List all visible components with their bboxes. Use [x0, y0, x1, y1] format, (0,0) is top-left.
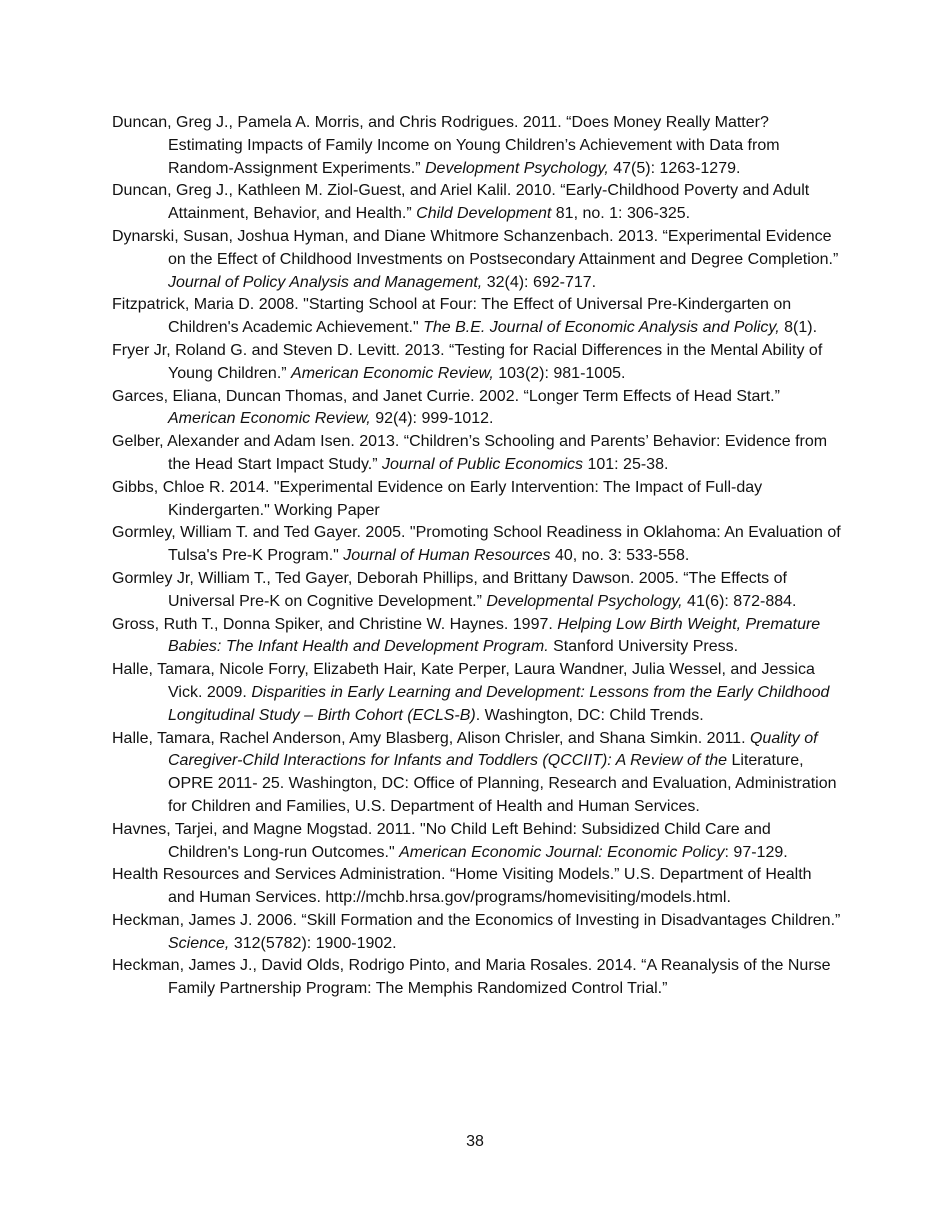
reference-entry: [112, 112, 842, 180]
reference-source: Science,: [168, 934, 230, 952]
reference-details: 32(4): 692-717.: [482, 273, 597, 291]
reference-text: Duncan, Greg J., Kathleen M. Ziol-Guest, and Ariel Kalil. 2010. “Early-Childhood Poverty and Adult Attainment, Behavior, and Health.”: [112, 182, 810, 223]
reference-text: Havnes, Tarjei, and Magne Mogstad. 2011. "No Child Left Behind: Subsidized Child Care and Children's Long-run Outcomes.": [112, 820, 771, 861]
reference-text: Heckman, James J., David Olds, Rodrigo Pinto, and Maria Rosales. 2014. “A Reanalysis of the Nurse Family Partnership Program: The Memphis Randomized Control Trial.”: [112, 957, 831, 998]
reference-source: American Economic Review,: [291, 364, 494, 382]
reference-details: 47(5): 1263-1279.: [608, 159, 741, 177]
reference-details: 101: 25-38.: [583, 455, 669, 473]
reference-source: Disparities in Early Learning and Development: Lessons from the Early Childhood Longitudinal Study – Birth Cohort (ECLS-B): [168, 683, 830, 724]
reference-details: 312(5782): 1900-1902.: [229, 934, 397, 952]
reference-entry: [112, 294, 842, 340]
reference-text: Dynarski, Susan, Joshua Hyman, and Diane Whitmore Schanzenbach. 2013. “Experimental Evidence on the Effect of Childhood Investments on Postsecondary Attainment and Degree Completion.”: [112, 227, 839, 268]
reference-details: 8(1).: [779, 319, 818, 337]
reference-entry: [112, 819, 842, 865]
reference-details: Stanford University Press.: [548, 638, 739, 656]
reference-entry: [112, 477, 842, 523]
reference-source: Journal of Public Economics: [382, 455, 584, 473]
reference-text: Gross, Ruth T., Donna Spiker, and Christine W. Haynes. 1997.: [112, 615, 558, 633]
reference-text: Gormley Jr, William T., Ted Gayer, Deborah Phillips, and Brittany Dawson. 2005. “The Effects of Universal Pre-K on Cognitive Development.”: [112, 569, 787, 610]
reference-text: Halle, Tamara, Nicole Forry, Elizabeth Hair, Kate Perper, Laura Wandner, Julia Wessel, and Jessica Vick. 2009.: [112, 661, 815, 701]
reference-details: 92(4): 999-1012.: [370, 410, 494, 428]
reference-source: Quality of Caregiver-Child Interactions for Infants and Toddlers (QCCIIT): A Review of the: [168, 729, 818, 770]
reference-text: Health Resources and Services Administration. “Home Visiting Models.” U.S. Department of Health and Human Services. http://mchb.hrsa.gov/programs/homevisiting/models.html.: [112, 866, 812, 907]
reference-entry: [112, 864, 842, 910]
reference-details: : 97-129.: [724, 843, 788, 861]
reference-entry: [112, 955, 842, 1001]
reference-details: 41(6): 872-884.: [682, 592, 797, 610]
reference-entry: [112, 659, 842, 727]
reference-source: American Economic Review,: [168, 410, 371, 428]
reference-entry: [112, 522, 842, 568]
reference-source: Journal of Human Resources: [343, 547, 551, 565]
reference-entry: [112, 226, 842, 294]
reference-list: [112, 112, 842, 1001]
reference-source: Development Psychology,: [424, 159, 609, 177]
reference-text: Gormley, William T. and Ted Gayer. 2005. "Promoting School Readiness in Oklahoma: An Evaluation of Tulsa's Pre-K Program.": [112, 524, 841, 565]
reference-entry: [112, 728, 842, 819]
reference-entry: [112, 340, 842, 386]
page-number: 38: [466, 1133, 484, 1150]
reference-source: American Economic Journal: Economic Policy: [399, 843, 725, 861]
reference-details: 40, no. 3: 533-558.: [550, 547, 690, 565]
reference-text: Fitzpatrick, Maria D. 2008. "Starting School at Four: The Effect of Universal Pre-Kindergarten on Children's Academic Achievement.": [112, 296, 792, 337]
reference-source: Journal of Policy Analysis and Management,: [168, 273, 483, 291]
reference-details: 81, no. 1: 306-325.: [551, 205, 691, 223]
reference-entry: [112, 910, 842, 956]
reference-entry: [112, 431, 842, 477]
reference-source: Developmental Psychology,: [486, 592, 683, 610]
reference-entry: [112, 614, 842, 660]
reference-text: Heckman, James J. 2006. “Skill Formation and the Economics of Investing in Disadvantages Children.”: [112, 911, 841, 929]
reference-details: 103(2): 981-1005.: [493, 364, 626, 382]
reference-text: Halle, Tamara, Rachel Anderson, Amy Blasberg, Alison Chrisler, and Shana Simkin. 2011.: [112, 729, 750, 747]
reference-entry: [112, 386, 842, 432]
reference-details: Literature, OPRE 2011- 25. Washington, DC: Office of Planning, Research and Evaluation, Administration for Children and Families, U.S. Department of Health and Human Services.: [168, 752, 837, 815]
reference-details: . Washington, DC: Child Trends.: [475, 706, 704, 724]
reference-text: Gibbs, Chloe R. 2014. "Experimental Evidence on Early Intervention: The Impact of Full-day Kindergarten." Working Paper: [112, 478, 763, 519]
reference-entry: [112, 180, 842, 226]
reference-entry: [112, 568, 842, 614]
reference-source: Helping Low Birth Weight, Premature Babies: The Infant Health and Development Program.: [168, 615, 821, 656]
reference-text: Fryer Jr, Roland G. and Steven D. Levitt. 2013. “Testing for Racial Differences in the Mental Ability of Young Children.”: [112, 341, 823, 382]
reference-text: Gelber, Alexander and Adam Isen. 2013. “Children’s Schooling and Parents’ Behavior: Evidence from the Head Start Impact Study.”: [112, 433, 828, 473]
reference-text: Duncan, Greg J., Pamela A. Morris, and Chris Rodrigues. 2011. “Does Money Really Matter? Estimating Impacts of Family Income on Young Children’s Achievement with Data from Random-Assignment Experiments.”: [112, 114, 780, 177]
reference-source: The B.E. Journal of Economic Analysis and Policy,: [423, 319, 780, 337]
reference-text: Garces, Eliana, Duncan Thomas, and Janet Currie. 2002. “Longer Term Effects of Head Start.”: [112, 387, 780, 405]
reference-source: Child Development: [416, 205, 552, 223]
